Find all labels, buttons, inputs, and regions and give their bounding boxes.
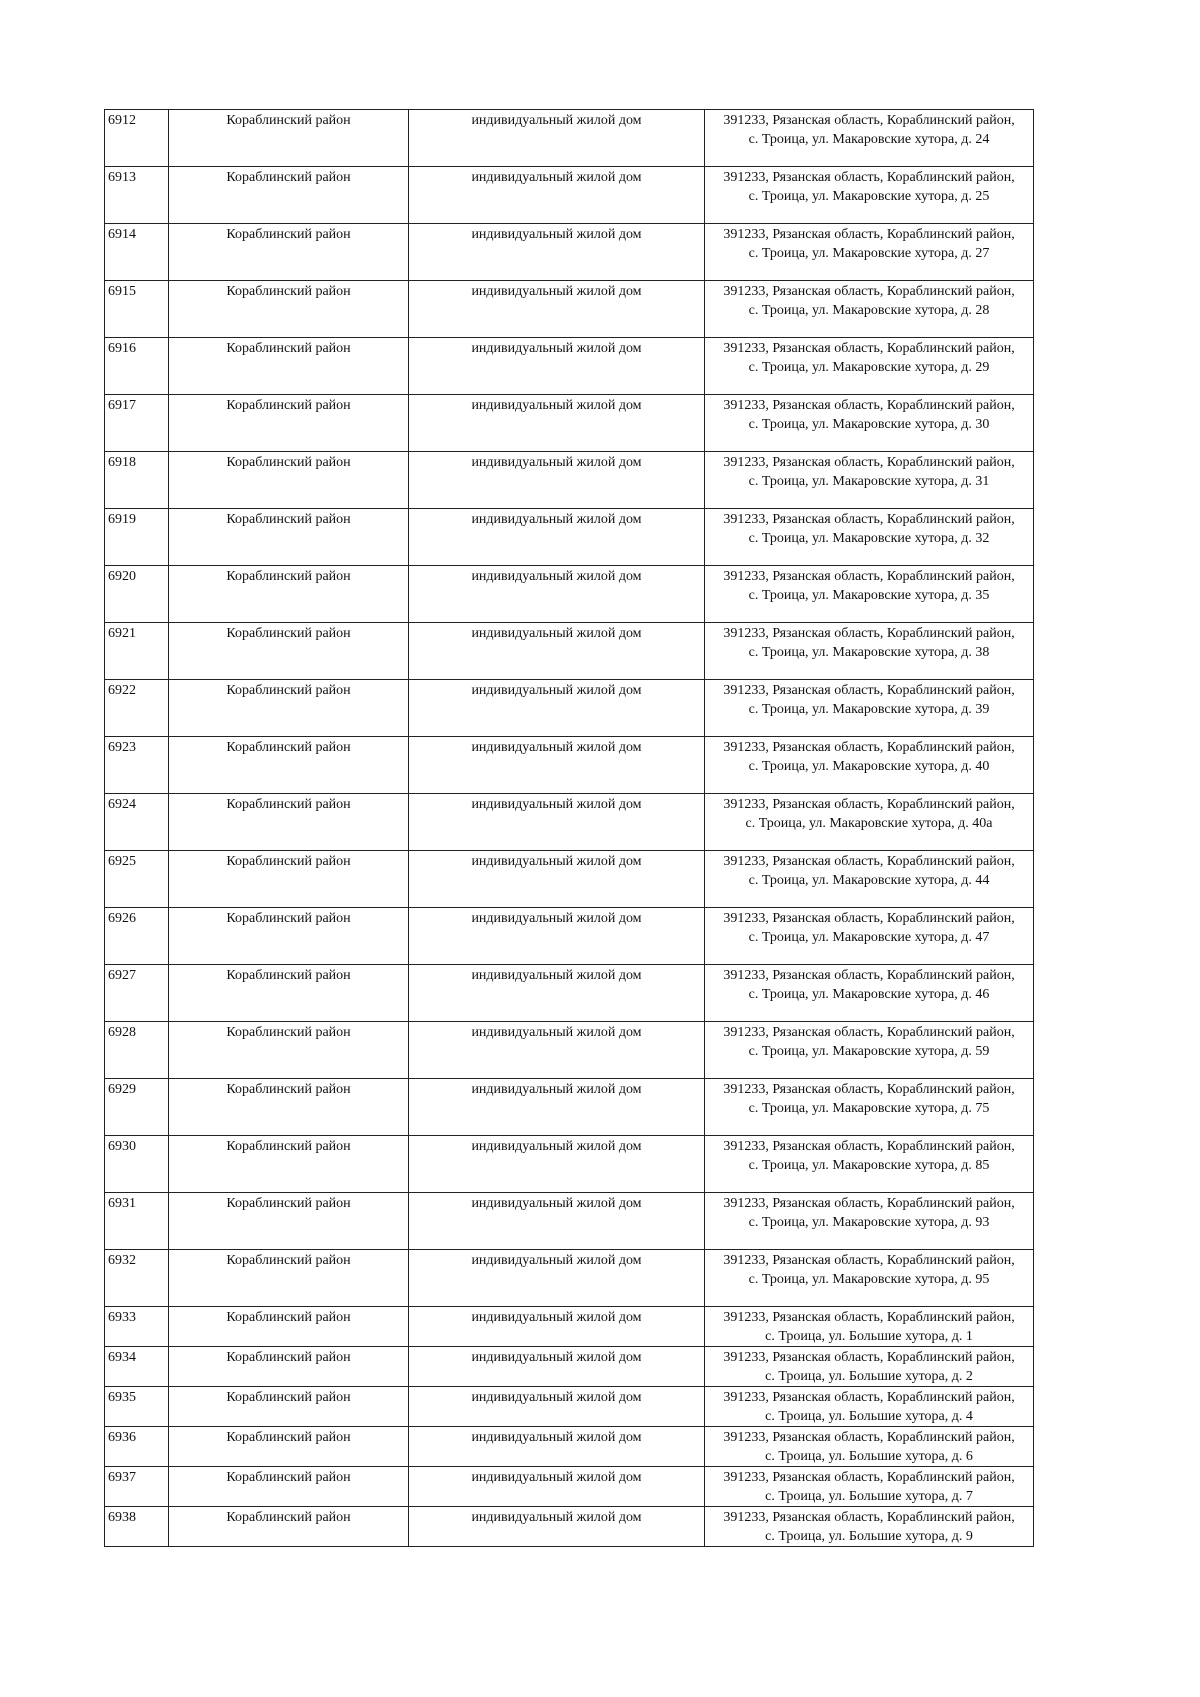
row-number: 6927 [105,965,169,1022]
address-cell [705,794,1034,851]
address-line-2: с. Троица, ул. Макаровские хутора, д. 27 [748,246,990,261]
address-line-2: с. Троица, ул. Макаровские хутора, д. 31 [748,474,990,489]
district-cell: Кораблинский район [169,224,409,281]
object-type-cell: индивидуальный жилой дом [409,509,705,566]
address-cell [705,1427,1034,1467]
table-row [105,1387,1034,1427]
row-number: 6919 [105,509,169,566]
district-cell: Кораблинский район [169,1136,409,1193]
address-line-2: с. Троица, ул. Большие хутора, д. 1 [765,1329,973,1344]
address-cell [705,395,1034,452]
table-row [105,224,1034,281]
row-number: 6920 [105,566,169,623]
district-cell: Кораблинский район [169,908,409,965]
address-line-2: с. Троица, ул. Макаровские хутора, д. 93 [748,1215,990,1230]
district-cell: Кораблинский район [169,167,409,224]
table-row [105,623,1034,680]
district-cell: Кораблинский район [169,566,409,623]
object-type-cell: индивидуальный жилой дом [409,395,705,452]
object-type-cell: индивидуальный жилой дом [409,908,705,965]
table-row [105,1250,1034,1307]
row-number: 6933 [105,1307,169,1347]
address-cell [705,509,1034,566]
address-line-2: с. Троица, ул. Макаровские хутора, д. 95 [748,1272,990,1287]
object-type-cell: индивидуальный жилой дом [409,1467,705,1507]
object-type-cell: индивидуальный жилой дом [409,1347,705,1387]
address-cell [705,1347,1034,1387]
object-type-cell: индивидуальный жилой дом [409,1193,705,1250]
address-line-2: с. Троица, ул. Большие хутора, д. 7 [765,1489,973,1504]
object-type-cell: индивидуальный жилой дом [409,680,705,737]
object-type-cell: индивидуальный жилой дом [409,167,705,224]
address-cell [705,1387,1034,1427]
address-line-2: с. Троица, ул. Макаровские хутора, д. 30 [748,417,990,432]
address-line-2: с. Троица, ул. Макаровские хутора, д. 47 [748,930,990,945]
address-cell [705,566,1034,623]
row-number: 6934 [105,1347,169,1387]
table-row [105,338,1034,395]
object-type-cell: индивидуальный жилой дом [409,1250,705,1307]
address-cell [705,1307,1034,1347]
object-type-cell: индивидуальный жилой дом [409,452,705,509]
address-line-1: 391233, Рязанская область, Кораблинский район, [723,1025,1015,1040]
address-line-1: 391233, Рязанская область, Кораблинский район, [723,1430,1015,1445]
row-number: 6936 [105,1427,169,1467]
object-type-cell: индивидуальный жилой дом [409,1507,705,1547]
table-row [105,794,1034,851]
district-cell: Кораблинский район [169,1250,409,1307]
object-type-cell: индивидуальный жилой дом [409,623,705,680]
object-type-cell: индивидуальный жилой дом [409,1136,705,1193]
row-number: 6926 [105,908,169,965]
address-cell [705,851,1034,908]
address-cell [705,338,1034,395]
address-line-1: 391233, Рязанская область, Кораблинский район, [723,569,1015,584]
address-line-2: с. Троица, ул. Макаровские хутора, д. 46 [748,987,990,1002]
row-number: 6930 [105,1136,169,1193]
table-row [105,965,1034,1022]
address-line-1: 391233, Рязанская область, Кораблинский район, [723,968,1015,983]
table-row [105,1467,1034,1507]
district-cell: Кораблинский район [169,452,409,509]
object-type-cell: индивидуальный жилой дом [409,851,705,908]
object-type-cell: индивидуальный жилой дом [409,1387,705,1427]
address-line-1: 391233, Рязанская область, Кораблинский район, [723,512,1015,527]
address-line-2: с. Троица, ул. Большие хутора, д. 6 [765,1449,973,1464]
object-type-cell: индивидуальный жилой дом [409,965,705,1022]
address-line-2: с. Троица, ул. Большие хутора, д. 2 [765,1369,973,1384]
district-cell: Кораблинский район [169,509,409,566]
address-line-1: 391233, Рязанская область, Кораблинский район, [723,1350,1015,1365]
address-line-1: 391233, Рязанская область, Кораблинский район, [723,284,1015,299]
row-number: 6912 [105,110,169,167]
address-line-1: 391233, Рязанская область, Кораблинский район, [723,1510,1015,1525]
address-cell [705,1136,1034,1193]
address-cell [705,452,1034,509]
address-line-2: с. Троица, ул. Макаровские хутора, д. 44 [748,873,990,888]
row-number: 6929 [105,1079,169,1136]
address-line-1: 391233, Рязанская область, Кораблинский район, [723,398,1015,413]
table-row [105,680,1034,737]
table-row [105,509,1034,566]
address-line-1: 391233, Рязанская область, Кораблинский район, [723,740,1015,755]
district-cell: Кораблинский район [169,1079,409,1136]
address-line-1: 391233, Рязанская область, Кораблинский район, [723,854,1015,869]
district-cell: Кораблинский район [169,1467,409,1507]
address-cell [705,281,1034,338]
row-number: 6931 [105,1193,169,1250]
row-number: 6938 [105,1507,169,1547]
table-row [105,395,1034,452]
table-body [105,110,1034,1547]
address-line-2: с. Троица, ул. Макаровские хутора, д. 32 [748,531,990,546]
district-cell: Кораблинский район [169,1347,409,1387]
district-cell: Кораблинский район [169,281,409,338]
address-line-2: с. Троица, ул. Макаровские хутора, д. 85 [748,1158,990,1173]
address-cell [705,1467,1034,1507]
address-line-2: с. Троица, ул. Макаровские хутора, д. 75 [748,1101,990,1116]
object-type-cell: индивидуальный жилой дом [409,338,705,395]
table-row [105,281,1034,338]
table-row [105,1347,1034,1387]
address-cell [705,110,1034,167]
district-cell: Кораблинский район [169,737,409,794]
address-cell [705,1193,1034,1250]
district-cell: Кораблинский район [169,680,409,737]
table-row [105,110,1034,167]
address-cell [705,1507,1034,1547]
address-line-1: 391233, Рязанская область, Кораблинский район, [723,1470,1015,1485]
row-number: 6937 [105,1467,169,1507]
address-line-1: 391233, Рязанская область, Кораблинский район, [723,797,1015,812]
row-number: 6913 [105,167,169,224]
row-number: 6915 [105,281,169,338]
row-number: 6928 [105,1022,169,1079]
district-cell: Кораблинский район [169,1427,409,1467]
address-cell [705,1250,1034,1307]
address-line-1: 391233, Рязанская область, Кораблинский район, [723,341,1015,356]
district-cell: Кораблинский район [169,1507,409,1547]
table-row [105,1022,1034,1079]
row-number: 6918 [105,452,169,509]
district-cell: Кораблинский район [169,1307,409,1347]
table-row [105,1079,1034,1136]
row-number: 6914 [105,224,169,281]
address-cell [705,167,1034,224]
address-line-1: 391233, Рязанская область, Кораблинский район, [723,170,1015,185]
address-line-1: 391233, Рязанская область, Кораблинский район, [723,626,1015,641]
row-number: 6925 [105,851,169,908]
table-row [105,566,1034,623]
address-cell [705,623,1034,680]
row-number: 6932 [105,1250,169,1307]
row-number: 6917 [105,395,169,452]
row-number: 6935 [105,1387,169,1427]
address-line-1: 391233, Рязанская область, Кораблинский район, [723,227,1015,242]
address-line-2: с. Троица, ул. Макаровские хутора, д. 35 [748,588,990,603]
object-type-cell: индивидуальный жилой дом [409,737,705,794]
address-cell [705,1022,1034,1079]
table-row [105,908,1034,965]
district-cell: Кораблинский район [169,794,409,851]
object-type-cell: индивидуальный жилой дом [409,1022,705,1079]
district-cell: Кораблинский район [169,623,409,680]
address-line-1: 391233, Рязанская область, Кораблинский район, [723,1139,1015,1154]
row-number: 6924 [105,794,169,851]
district-cell: Кораблинский район [169,851,409,908]
row-number: 6916 [105,338,169,395]
object-type-cell: индивидуальный жилой дом [409,1079,705,1136]
address-line-2: с. Троица, ул. Макаровские хутора, д. 28 [748,303,990,318]
address-line-2: с. Троица, ул. Макаровские хутора, д. 25 [748,189,990,204]
row-number: 6922 [105,680,169,737]
table-row [105,1136,1034,1193]
object-type-cell: индивидуальный жилой дом [409,281,705,338]
object-type-cell: индивидуальный жилой дом [409,1427,705,1467]
district-cell: Кораблинский район [169,110,409,167]
address-line-1: 391233, Рязанская область, Кораблинский район, [723,113,1015,128]
address-cell [705,908,1034,965]
object-type-cell: индивидуальный жилой дом [409,224,705,281]
address-line-1: 391233, Рязанская область, Кораблинский район, [723,1082,1015,1097]
district-cell: Кораблинский район [169,395,409,452]
address-line-1: 391233, Рязанская область, Кораблинский район, [723,1196,1015,1211]
district-cell: Кораблинский район [169,1022,409,1079]
table-row [105,851,1034,908]
address-line-2: с. Троица, ул. Макаровские хутора, д. 40 [748,759,990,774]
address-line-1: 391233, Рязанская область, Кораблинский район, [723,911,1015,926]
object-type-cell: индивидуальный жилой дом [409,794,705,851]
table-row [105,1193,1034,1250]
address-cell [705,680,1034,737]
object-type-cell: индивидуальный жилой дом [409,110,705,167]
address-line-2: с. Троица, ул. Большие хутора, д. 9 [765,1529,973,1544]
address-line-1: 391233, Рязанская область, Кораблинский район, [723,455,1015,470]
district-cell: Кораблинский район [169,1193,409,1250]
table-row [105,737,1034,794]
address-line-2: с. Троица, ул. Макаровские хутора, д. 40а [745,816,993,831]
housing-registry-table [104,109,1034,1547]
table-row [105,1307,1034,1347]
address-line-2: с. Троица, ул. Макаровские хутора, д. 38 [748,645,990,660]
district-cell: Кораблинский район [169,1387,409,1427]
address-line-2: с. Троица, ул. Макаровские хутора, д. 59 [748,1044,990,1059]
table-row [105,1427,1034,1467]
table-row [105,1507,1034,1547]
address-cell [705,1079,1034,1136]
address-line-1: 391233, Рязанская область, Кораблинский район, [723,683,1015,698]
address-line-2: с. Троица, ул. Макаровские хутора, д. 29 [748,360,990,375]
table-row [105,167,1034,224]
row-number: 6923 [105,737,169,794]
address-line-2: с. Троица, ул. Макаровские хутора, д. 39 [748,702,990,717]
address-cell [705,224,1034,281]
district-cell: Кораблинский район [169,338,409,395]
address-line-1: 391233, Рязанская область, Кораблинский район, [723,1390,1015,1405]
object-type-cell: индивидуальный жилой дом [409,566,705,623]
address-line-1: 391233, Рязанская область, Кораблинский район, [723,1310,1015,1325]
address-line-2: с. Троица, ул. Большие хутора, д. 4 [765,1409,973,1424]
address-cell [705,737,1034,794]
row-number: 6921 [105,623,169,680]
district-cell: Кораблинский район [169,965,409,1022]
address-cell [705,965,1034,1022]
table-row [105,452,1034,509]
address-line-2: с. Троица, ул. Макаровские хутора, д. 24 [748,132,990,147]
address-line-1: 391233, Рязанская область, Кораблинский район, [723,1253,1015,1268]
object-type-cell: индивидуальный жилой дом [409,1307,705,1347]
